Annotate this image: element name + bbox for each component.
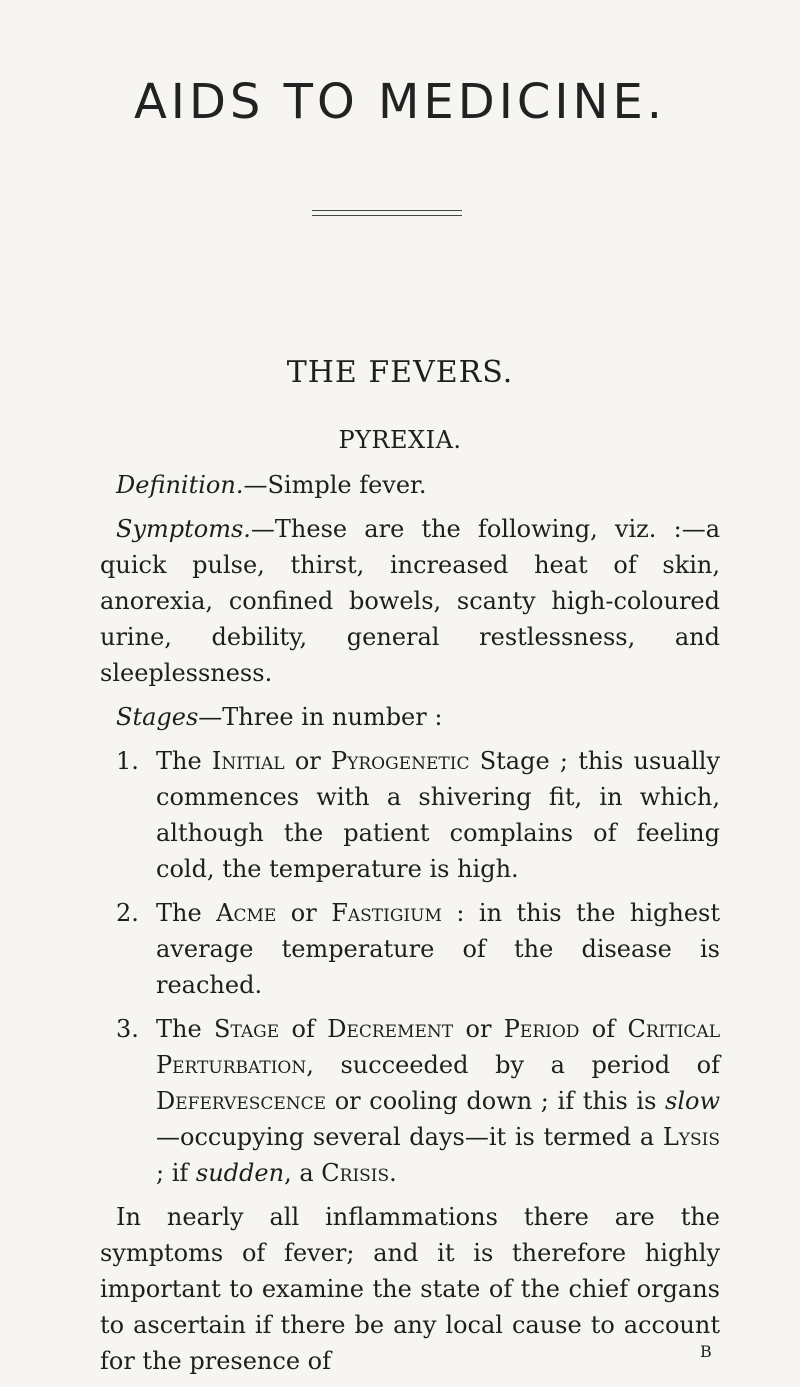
definition-paragraph	[100, 467, 720, 503]
stage-text: The	[156, 1015, 215, 1043]
closing-paragraph: In nearly all inflammations there are the symptoms of fever; and it is therefore highly important to examine the state of the chief organs to ascertain if there be any local cause to account for the presence of	[100, 1203, 720, 1375]
list-item-number: 2.	[116, 899, 139, 927]
stage-text: of	[579, 1015, 628, 1043]
stage-text: or	[453, 1015, 504, 1043]
stage-emphasis: slow	[665, 1087, 720, 1115]
stage-term: Decrement	[327, 1015, 454, 1043]
stage-text: , succeeded by a period of	[306, 1051, 720, 1079]
stage-term: Crisis	[321, 1159, 390, 1187]
title-divider	[312, 210, 462, 216]
subsection-title: PYREXIA.	[338, 426, 462, 454]
stages-label: Stages	[116, 703, 199, 731]
stages-intro: —Three in number :	[198, 703, 443, 731]
stage-text: of	[279, 1015, 328, 1043]
section-title: THE FEVERS.	[286, 355, 514, 390]
stage-text: .	[389, 1159, 397, 1187]
stage-text: or cooling down ; if this is	[326, 1087, 666, 1115]
stage-text: The	[156, 899, 217, 927]
stage-emphasis: sudden	[195, 1159, 285, 1187]
stage-term: Lysis	[662, 1123, 720, 1151]
definition-text: —Simple fever.	[243, 471, 427, 499]
stage-term: Defervescence	[156, 1087, 327, 1115]
stage-term: Pyrogenetic	[331, 747, 470, 775]
stage-term: Fastigium	[331, 899, 442, 927]
list-item-number: 3.	[116, 1015, 139, 1043]
body-text	[100, 467, 720, 1387]
stage-text: ; if	[156, 1159, 196, 1187]
stage-text: The	[156, 747, 212, 775]
list-item	[100, 895, 720, 1003]
running-title: AIDS TO MEDICINE.	[133, 74, 667, 130]
list-item-number: 1.	[116, 747, 139, 775]
symptoms-label: Symptoms.	[116, 515, 251, 543]
stage-term: Critical Perturbation	[156, 1015, 720, 1079]
stage-text: : in this the highest average temperature of the disease is reached.	[156, 899, 721, 999]
list-item	[100, 743, 720, 887]
stage-term: Acme	[216, 899, 277, 927]
definition-label: Definition.	[116, 471, 244, 499]
stage-text: —occupying several days—it is termed a	[156, 1123, 663, 1151]
stage-term: Period	[503, 1015, 580, 1043]
symptoms-text: —These are the following, viz. :—a quick pulse, thirst, increased heat of skin, anorexia, confined bowels, scanty high-coloured urine, debility, general restlessness, and sleeplessness.	[100, 515, 720, 687]
list-item	[100, 1011, 720, 1191]
symptoms-paragraph	[100, 511, 720, 691]
signature-mark: B	[700, 1342, 712, 1361]
stages-paragraph	[100, 699, 720, 735]
stage-term: Stage	[214, 1015, 280, 1043]
stage-term: Initial	[211, 747, 285, 775]
stage-text: Stage ; this usually commences with a shivering fit, in which, although the patient complains of feeling cold, the temperature is high.	[156, 747, 721, 883]
stages-list	[100, 743, 720, 1191]
stage-text: or	[284, 747, 332, 775]
stage-text: , a	[284, 1159, 322, 1187]
stage-text: or	[276, 899, 332, 927]
